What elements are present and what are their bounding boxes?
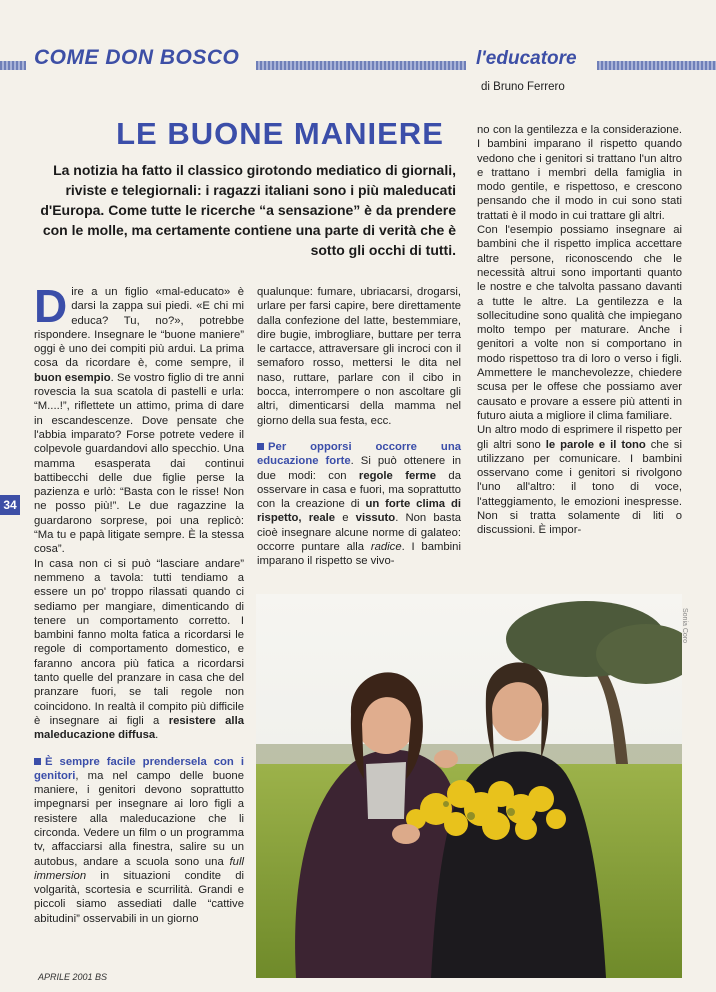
- paragraph: [34, 755, 244, 927]
- text: . Non basta cioè insegnare alcune norme di galateo: occorre puntare alla: [257, 512, 461, 554]
- text: in situazioni condite di volgarità, scortesia e scurrilità. Grandi e piccoli siamo assediati dalle “cattive abitudini” osservabili in un giorno: [34, 869, 244, 925]
- column-3: [477, 123, 682, 538]
- section-title: COME DON BOSCO: [34, 46, 240, 69]
- text: ire a un figlio «mal-educato» è darsi la zappa sui piedi. «E chi mi educa? Tu, no?», potrebbe rispondere. Insegnare le “buone maniere” oggi è uno dei compiti più ardui. La prima cosa da ricordare è, come sempre, il: [34, 286, 244, 370]
- text: In casa non ci si può “lasciare andare” nemmeno a tavola: tutti tendiamo a essere un po' troppo rilassati quando ci sediamo per mangiare, dimenticando di tenere un comportamento corretto. I bambini fanno molta fatica a ricordarsi le regole di comportamento domestico, e faranno ancora più fatica a ricordarsi tanto quelle del pranzare in casa che del pranzare fuori, se tali regole non coincidono. In realtà il compito più difficile è insegnare ai figli a: [34, 557, 244, 727]
- article-title: LE BUONE MANIERE: [116, 116, 444, 151]
- header-rule-left-short: [0, 61, 26, 70]
- article-lead: La notizia ha fatto il classico girotondo mediatico di giornali, riviste e telegiornali: i ragazzi italiani sono i più maleducati d'Europa. Come tutte le ricerche “a sensazione” è da prendere con le molle, ma certamente contiene una parte di verità che è sotto gli occhi di tutti.: [40, 162, 456, 258]
- square-bullet-icon: [257, 443, 264, 450]
- page-number: 34: [0, 495, 20, 515]
- page-footer: APRILE 2001 BS: [38, 972, 108, 982]
- bold-text: buon esempio: [34, 371, 111, 384]
- column-2: [257, 285, 461, 569]
- article-photo: [256, 594, 682, 978]
- bold-text: vissuto: [355, 512, 396, 525]
- bold-text: un forte clima di rispetto, reale: [257, 498, 462, 525]
- paragraph: no con la gentilezza e la considerazione. I bambini imparano il rispetto quando vedono che i genitori si trattano l'un altro e trattano i membri della famiglia in modo gentile, e rispettoso, e crescono pensando che il modo in cui sono stati trattati è il modo in cui trattare gli altri.: [477, 124, 682, 222]
- column-1: [34, 280, 244, 926]
- paragraph: [477, 423, 682, 537]
- text: da osservare in casa e fuori, ma soprattutto con la creazione di: [257, 469, 461, 511]
- column-name: l'educatore: [476, 48, 577, 69]
- text: Un altro modo di esprimere il rispetto per gli altri sono: [477, 424, 682, 451]
- bold-text: regole ferme: [358, 469, 437, 482]
- square-bullet-icon: [34, 758, 41, 765]
- paragraph: [257, 440, 461, 569]
- text: . I bambini imparano il rispetto se vivo-: [257, 541, 461, 568]
- text: . Si può ottenere in due modi: con: [257, 455, 462, 482]
- paragraph: [34, 557, 244, 743]
- author-byline: di Bruno Ferrero: [481, 81, 565, 93]
- subheading: Per opporsi occorre una educazione forte: [257, 440, 461, 468]
- italic-text: full immersion: [34, 855, 244, 882]
- drop-cap: D: [34, 280, 68, 332]
- text: . Se vostro figlio di tre anni rovescia la sua scatola di pastelli e urla: “M....!”, riflettete un attimo, prima di dare in escandescenze. Dove pensate che l'abbia imparato? Forse potrete vedere il colpevole guardandovi allo specchio. Una mamma esasperata dai continui battibecchi delle due figlie perse la pazienza e urlò: “Basta con le risse! Non ne posso più!”. Le due ragazzine la guardarono sorprese, poi una replicò: “Ma tu e papà litigate sempre. È la stessa cosa”.: [34, 371, 244, 556]
- bold-text: le parole e il tono: [545, 438, 646, 451]
- text: e: [335, 512, 356, 525]
- photo-credit: Sonia Coro: [681, 608, 688, 644]
- photo-two-girls-with-mimosa: [256, 594, 682, 978]
- paragraph: qualunque: fumare, ubriacarsi, drogarsi, urlare per farsi capire, bere direttamente dalla confezione del latte, bestemmiare, dire bugie, imbrogliare, buttare per terra le cartacce, attraversare gli incroci con il semaforo rosso, mettersi le dita nel naso, ruttare, parlare con il cibo in bocca, interrompere o non ascoltare gli altri, dimenticarsi della mamma nel giorno della sua festa, ecc.: [257, 286, 461, 427]
- subheading: È sempre facile prendersela con i genitori: [34, 755, 244, 782]
- bold-text: resistere alla maleducazione diffusa: [34, 714, 244, 742]
- italic-text: radice: [370, 541, 402, 554]
- header-rule-right: [597, 61, 716, 70]
- text: che si utilizzano per comunicare. I bambini osservano come i genitori si rivolgono l'uno all'altro: il tono di voce, l'atteggiamento, le emozioni inespresse. Non si tratta solamente di liti o discussioni. È impor-: [477, 438, 683, 537]
- paragraph: Con l'esempio possiamo insegnare ai bambini che il rispetto implica accettare altre persone, riconoscendo che le necessità altrui sono importanti quanto le nostre e che talvolta passano davanti a tutte le altre. La gentilezza e la sollecitudine sono qualità che impiegano molto tempo per maturare. Anche i genitori a volte non si comportano in modo rispettoso tra di loro o verso i figli. Ammettere le manchevolezze, chiedere scusa per le offese che possiamo aver causato e provare a essere più attenti in futuro aiuta a migliore il clima familiare.: [477, 224, 682, 422]
- header-rule-middle: [256, 61, 466, 70]
- text: .: [155, 729, 159, 742]
- paragraph: [34, 280, 244, 557]
- text: , ma nel campo delle buone maniere, i genitori devono soprattutto impegnarsi per insegnare ai loro figli a resistere alla maleducazione che li circonda. Vedere un film o un programma tv, affacciarsi alla finestra, salire su un autobus, andare a scuola sono una: [34, 769, 244, 868]
